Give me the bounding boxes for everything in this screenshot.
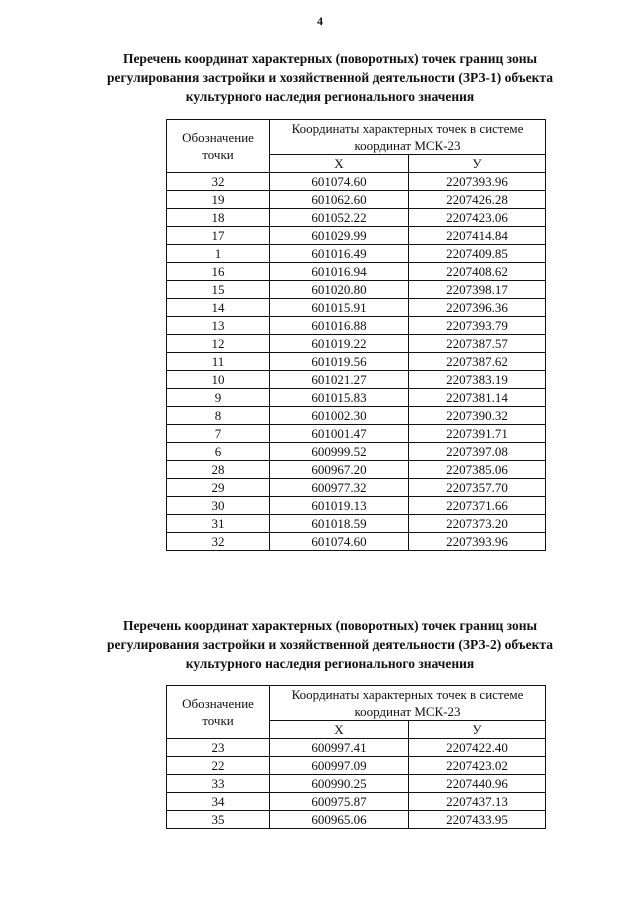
- table-row: [167, 425, 546, 443]
- header-point-designation: Обозначение точки: [167, 120, 270, 173]
- x-cell: 601052.22: [270, 209, 409, 227]
- point-cell: 33: [167, 775, 270, 793]
- table-row: [167, 739, 546, 757]
- x-cell: 600997.09: [270, 757, 409, 775]
- x-cell: 600977.32: [270, 479, 409, 497]
- table-row: [167, 299, 546, 317]
- x-cell: 601062.60: [270, 191, 409, 209]
- y-cell: 2207391.71: [409, 425, 546, 443]
- header-x: X: [270, 155, 409, 173]
- x-cell: 601016.94: [270, 263, 409, 281]
- table-row: [167, 461, 546, 479]
- table-row: [167, 371, 546, 389]
- table-row: [167, 281, 546, 299]
- y-cell: 2207390.32: [409, 407, 546, 425]
- coordinates-table-zrz-1: [166, 119, 546, 551]
- y-cell: 2207396.36: [409, 299, 546, 317]
- point-cell: 1: [167, 245, 270, 263]
- point-cell: 28: [167, 461, 270, 479]
- y-cell: 2207357.70: [409, 479, 546, 497]
- y-cell: 2207408.62: [409, 263, 546, 281]
- point-cell: 18: [167, 209, 270, 227]
- header-x: X: [270, 721, 409, 739]
- header-coordinate-system: Координаты характерных точек в системе координат МСК-23: [270, 686, 546, 721]
- y-cell: 2207383.19: [409, 371, 546, 389]
- x-cell: 601002.30: [270, 407, 409, 425]
- section-title-zrz-2: Перечень координат характерных (поворотных) точек границ зоны регулирования застройки и хозяйственной деятельности (ЗРЗ-2) объекта культурного наследия регионального значения: [107, 618, 553, 671]
- point-cell: 32: [167, 533, 270, 551]
- point-cell: 17: [167, 227, 270, 245]
- x-cell: 601019.13: [270, 497, 409, 515]
- table-row: [167, 191, 546, 209]
- section-title-zrz-1: Перечень координат характерных (поворотных) точек границ зоны регулирования застройки и хозяйственной деятельности (ЗРЗ-1) объекта культурного наследия регионального значения: [107, 51, 553, 104]
- table-row: [167, 533, 546, 551]
- x-cell: 601019.22: [270, 335, 409, 353]
- point-cell: 30: [167, 497, 270, 515]
- y-cell: 2207373.20: [409, 515, 546, 533]
- x-cell: 601019.56: [270, 353, 409, 371]
- point-cell: 15: [167, 281, 270, 299]
- y-cell: 2207437.13: [409, 793, 546, 811]
- point-cell: 8: [167, 407, 270, 425]
- x-cell: 601029.99: [270, 227, 409, 245]
- point-cell: 6: [167, 443, 270, 461]
- y-cell: 2207423.06: [409, 209, 546, 227]
- header-point-designation: Обозначение точки: [167, 686, 270, 739]
- y-cell: 2207426.28: [409, 191, 546, 209]
- table-row: [167, 227, 546, 245]
- x-cell: 600967.20: [270, 461, 409, 479]
- table-row: [167, 245, 546, 263]
- table-row: [167, 263, 546, 281]
- point-cell: 9: [167, 389, 270, 407]
- x-cell: 601074.60: [270, 533, 409, 551]
- header-y: У: [409, 155, 546, 173]
- table-row: [167, 335, 546, 353]
- table-row: [167, 389, 546, 407]
- y-cell: 2207381.14: [409, 389, 546, 407]
- table-row: [167, 353, 546, 371]
- point-cell: 13: [167, 317, 270, 335]
- y-cell: 2207398.17: [409, 281, 546, 299]
- x-cell: 601021.27: [270, 371, 409, 389]
- header-y: У: [409, 721, 546, 739]
- point-cell: 29: [167, 479, 270, 497]
- table-row: [167, 757, 546, 775]
- point-cell: 7: [167, 425, 270, 443]
- y-cell: 2207371.66: [409, 497, 546, 515]
- y-cell: 2207387.57: [409, 335, 546, 353]
- y-cell: 2207423.02: [409, 757, 546, 775]
- y-cell: 2207393.79: [409, 317, 546, 335]
- x-cell: 601015.91: [270, 299, 409, 317]
- table-row: [167, 173, 546, 191]
- point-cell: 10: [167, 371, 270, 389]
- x-cell: 601016.49: [270, 245, 409, 263]
- point-cell: 19: [167, 191, 270, 209]
- y-cell: 2207433.95: [409, 811, 546, 829]
- x-cell: 601016.88: [270, 317, 409, 335]
- x-cell: 600975.87: [270, 793, 409, 811]
- y-cell: 2207397.08: [409, 443, 546, 461]
- point-cell: 16: [167, 263, 270, 281]
- y-cell: 2207393.96: [409, 533, 546, 551]
- x-cell: 600965.06: [270, 811, 409, 829]
- point-cell: 23: [167, 739, 270, 757]
- x-cell: 601001.47: [270, 425, 409, 443]
- point-cell: 31: [167, 515, 270, 533]
- x-cell: 600997.41: [270, 739, 409, 757]
- y-cell: 2207422.40: [409, 739, 546, 757]
- y-cell: 2207393.96: [409, 173, 546, 191]
- y-cell: 2207387.62: [409, 353, 546, 371]
- y-cell: 2207409.85: [409, 245, 546, 263]
- table-row: [167, 407, 546, 425]
- point-cell: 22: [167, 757, 270, 775]
- point-cell: 34: [167, 793, 270, 811]
- x-cell: 601074.60: [270, 173, 409, 191]
- x-cell: 600999.52: [270, 443, 409, 461]
- table-row: [167, 443, 546, 461]
- point-cell: 35: [167, 811, 270, 829]
- table-row: [167, 317, 546, 335]
- x-cell: 600990.25: [270, 775, 409, 793]
- table-row: [167, 479, 546, 497]
- point-cell: 32: [167, 173, 270, 191]
- y-cell: 2207414.84: [409, 227, 546, 245]
- point-cell: 11: [167, 353, 270, 371]
- point-cell: 14: [167, 299, 270, 317]
- table-row: [167, 811, 546, 829]
- header-coordinate-system: Координаты характерных точек в системе координат МСК-23: [270, 120, 546, 155]
- x-cell: 601015.83: [270, 389, 409, 407]
- coordinates-table-zrz-2: [166, 685, 546, 829]
- table-row: [167, 775, 546, 793]
- table-row: [167, 497, 546, 515]
- x-cell: 601020.80: [270, 281, 409, 299]
- table-row: [167, 515, 546, 533]
- y-cell: 2207385.06: [409, 461, 546, 479]
- x-cell: 601018.59: [270, 515, 409, 533]
- page-number: 4: [317, 14, 323, 28]
- y-cell: 2207440.96: [409, 775, 546, 793]
- table-row: [167, 793, 546, 811]
- table-row: [167, 209, 546, 227]
- point-cell: 12: [167, 335, 270, 353]
